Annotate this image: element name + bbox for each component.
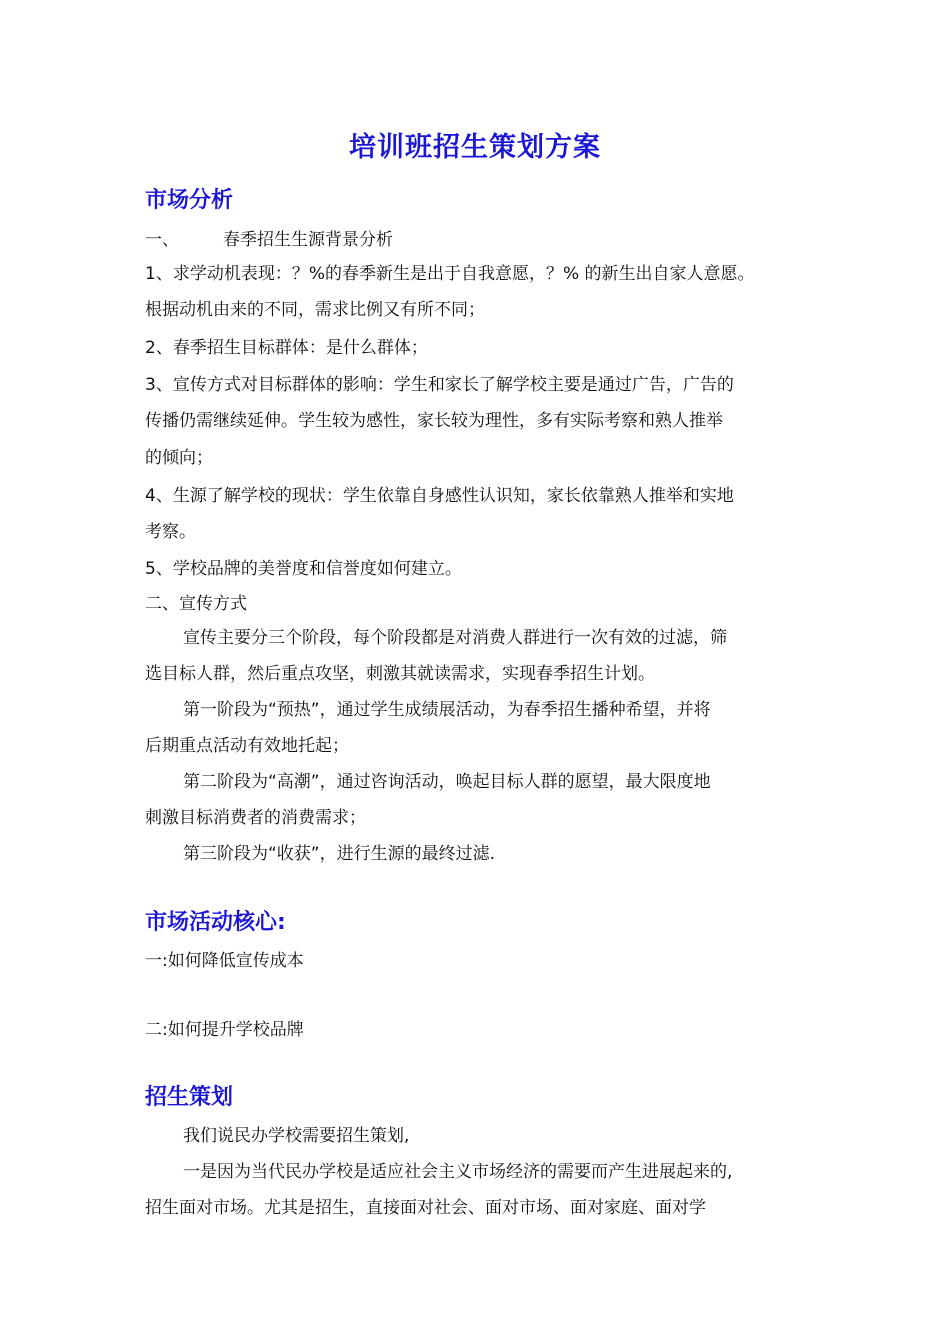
document-title: 培训班招生策划方案 — [349, 132, 601, 163]
paragraph-line: 选目标人群，然后重点攻坚，刺激其就读需求，实现春季招生计划。 — [145, 664, 655, 684]
list-item: 一:如何降低宣传成本 — [145, 951, 304, 971]
paragraph-line: 传播仍需继续延伸。学生较为感性，家长较为理性，多有实际考察和熟人推举 — [145, 411, 723, 431]
paragraph-line: 第一阶段为“预热”，通过学生成绩展活动，为春季招生播种希望，并将 — [183, 700, 711, 720]
paragraph-line: 考察。 — [145, 522, 196, 542]
paragraph-line: 刺激目标消费者的消费需求； — [145, 808, 366, 828]
section-heading-market-activity-core: 市场活动核心: — [145, 910, 286, 935]
subheading-number: 一、 — [145, 230, 179, 250]
paragraph-line: 一是因为当代民办学校是适应社会主义市场经济的需要而产生进展起来的, — [183, 1162, 733, 1182]
list-item: 二:如何提升学校品牌 — [145, 1020, 304, 1040]
paragraph-line: 第三阶段为“收获”，进行生源的最终过滤. — [183, 844, 496, 864]
paragraph-line: 后期重点活动有效地托起； — [145, 736, 349, 756]
paragraph-line: 4、生源了解学校的现状：学生依靠自身感性认识知，家长依靠熟人推举和实地 — [145, 486, 734, 506]
paragraph-line: 1、求学动机表现：？%的春季新生是出于自我意愿，？% 的新生出自家人意愿。 — [145, 264, 755, 284]
subheading-promotion-methods: 二、宣传方式 — [145, 594, 247, 614]
paragraph-line: 根据动机由来的不同，需求比例又有所不同； — [145, 300, 485, 320]
paragraph-line: 招生面对市场。尤其是招生，直接面对社会、面对市场、面对家庭、面对学 — [145, 1198, 706, 1218]
paragraph-line: 3、宣传方式对目标群体的影响：学生和家长了解学校主要是通过广告，广告的 — [145, 375, 734, 395]
subheading-text: 春季招生生源背景分析 — [223, 230, 393, 250]
section-heading-enrollment-planning: 招生策划 — [145, 1085, 234, 1110]
paragraph-line: 宣传主要分三个阶段，每个阶段都是对消费人群进行一次有效的过滤，筛 — [183, 628, 727, 648]
subheading-spring-source-analysis — [145, 227, 393, 253]
paragraph-line: 第二阶段为“高潮”，通过咨询活动，唤起目标人群的愿望，最大限度地 — [183, 772, 711, 792]
section-heading-market-analysis: 市场分析 — [145, 188, 234, 213]
paragraph-line: 我们说民办学校需要招生策划, — [183, 1126, 410, 1146]
paragraph-line: 5、学校品牌的美誉度和信誉度如何建立。 — [145, 559, 462, 579]
paragraph-line: 的倾向； — [145, 448, 213, 468]
paragraph-line: 2、春季招生目标群体：是什么群体； — [145, 338, 428, 358]
